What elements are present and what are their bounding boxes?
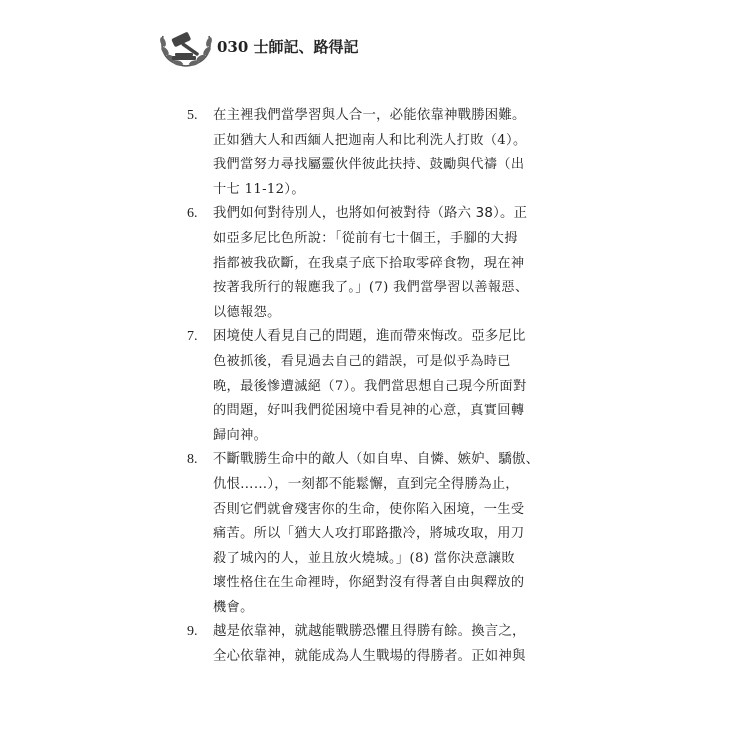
item-number: 5. <box>187 108 198 123</box>
text-line: 色被抓後，看見過去自己的錯誤，可是似乎為時已 <box>213 353 511 369</box>
list-item-7 <box>187 325 557 448</box>
item-number: 7. <box>187 329 198 345</box>
list-item-5 <box>187 104 557 202</box>
text-line: 如亞多尼比色所說：「從前有七十個王，手腳的大拇 <box>213 230 518 246</box>
text-line: 全心依靠神，就能成為人生戰場的得勝者。正如神與 <box>213 649 526 665</box>
text-line: 我們如何對待別人，也將如何被對待（路六 38）。正 <box>213 206 528 222</box>
text-line: 不斷戰勝生命中的敵人（如自卑、自憐、嫉妒、驕傲、 <box>213 452 540 468</box>
text-line: 痛苦。所以「猶大人攻打耶路撒冷，將城攻取，用刀 <box>213 526 525 542</box>
text-line: 越是依靠神，就越能戰勝恐懼且得勝有餘。換言之， <box>213 624 526 640</box>
text-line: 歸向神。 <box>213 427 268 443</box>
text-line: 殺了城內的人，並且放火燒城。」(8) 當你決意讓敗 <box>213 550 515 566</box>
list-item-6 <box>187 202 557 325</box>
text-line: 困境使人看見自己的問題，進而帶來悔改。亞多尼比 <box>213 329 526 345</box>
text-line: 十七 11-12）。 <box>213 181 305 197</box>
text-line: 否則它們就會殘害你的生命，使你陷入困境，一生受 <box>213 501 525 517</box>
list-item-8 <box>187 448 557 620</box>
numbered-list <box>187 104 557 670</box>
item-number: 8. <box>187 452 198 468</box>
text-line: 指都被我砍斷，在我桌子底下拾取零碎食物，現在神 <box>213 255 525 271</box>
page-title: 030 士師記、路得記 <box>217 38 359 56</box>
text-line: 的問題，好叫我們從困境中看見神的心意，真實回轉 <box>213 403 525 419</box>
list-item-9 <box>187 620 557 669</box>
text-line: 晚，最後慘遭滅絕（7）。我們當思想自己現今所面對 <box>213 378 527 394</box>
text-line: 按著我所行的報應我了。」(7) 我們當學習以善報惡、 <box>213 280 529 296</box>
page-header <box>157 22 577 72</box>
text-line: 壞性格住在生命裡時，你絕對沒有得著自由與釋放的 <box>213 575 525 591</box>
text-line: 我們當努力尋找屬靈伙伴彼此扶持、鼓勵與代禱（出 <box>213 157 525 173</box>
text-line: 在主裡我們當學習與人合一，必能依靠神戰勝困難。 <box>213 108 526 123</box>
text-line: 機會。 <box>213 599 254 615</box>
laurel-gavel-icon <box>157 22 215 70</box>
text-line: 正如猶大人和西緬人把迦南人和比利洗人打敗（4）。 <box>213 132 527 148</box>
item-number: 9. <box>187 624 198 640</box>
item-number: 6. <box>187 206 198 222</box>
text-line: 仇恨……），一刻都不能鬆懈，直到完全得勝為止， <box>213 476 519 492</box>
text-line: 以德報怨。 <box>213 304 281 320</box>
